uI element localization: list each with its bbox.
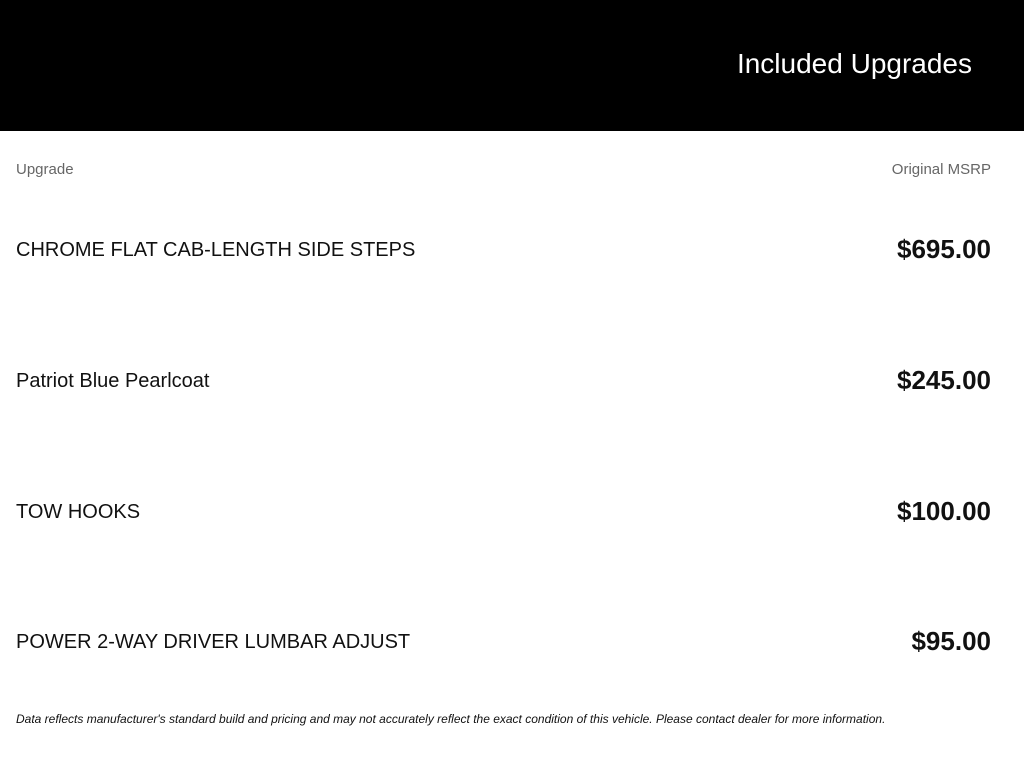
- upgrade-price: $100.00: [897, 496, 991, 526]
- upgrade-price: $245.00: [897, 365, 991, 395]
- header-bar: [0, 0, 1024, 131]
- disclaimer-text: Data reflects manufacturer's standard build and pricing and may not accurately reflect the exact condition of this vehicle. Please contact dealer for more information.: [16, 712, 886, 726]
- table-row: [0, 362, 1024, 402]
- page-title: Included Upgrades: [736, 48, 972, 79]
- upgrade-name: POWER 2-WAY DRIVER LUMBAR ADJUST: [16, 631, 411, 653]
- table-row: [0, 231, 1024, 271]
- upgrade-price: $95.00: [911, 626, 991, 656]
- column-header-msrp: Original MSRP: [891, 161, 991, 178]
- upgrade-price: $695.00: [897, 234, 991, 264]
- column-header-upgrade: Upgrade: [16, 161, 74, 178]
- upgrade-name: Patriot Blue Pearlcoat: [16, 370, 210, 392]
- table-row: [0, 493, 1024, 533]
- table-row: [0, 623, 1024, 663]
- upgrade-name: CHROME FLAT CAB-LENGTH SIDE STEPS: [16, 239, 416, 261]
- upgrade-name: TOW HOOKS: [16, 501, 141, 523]
